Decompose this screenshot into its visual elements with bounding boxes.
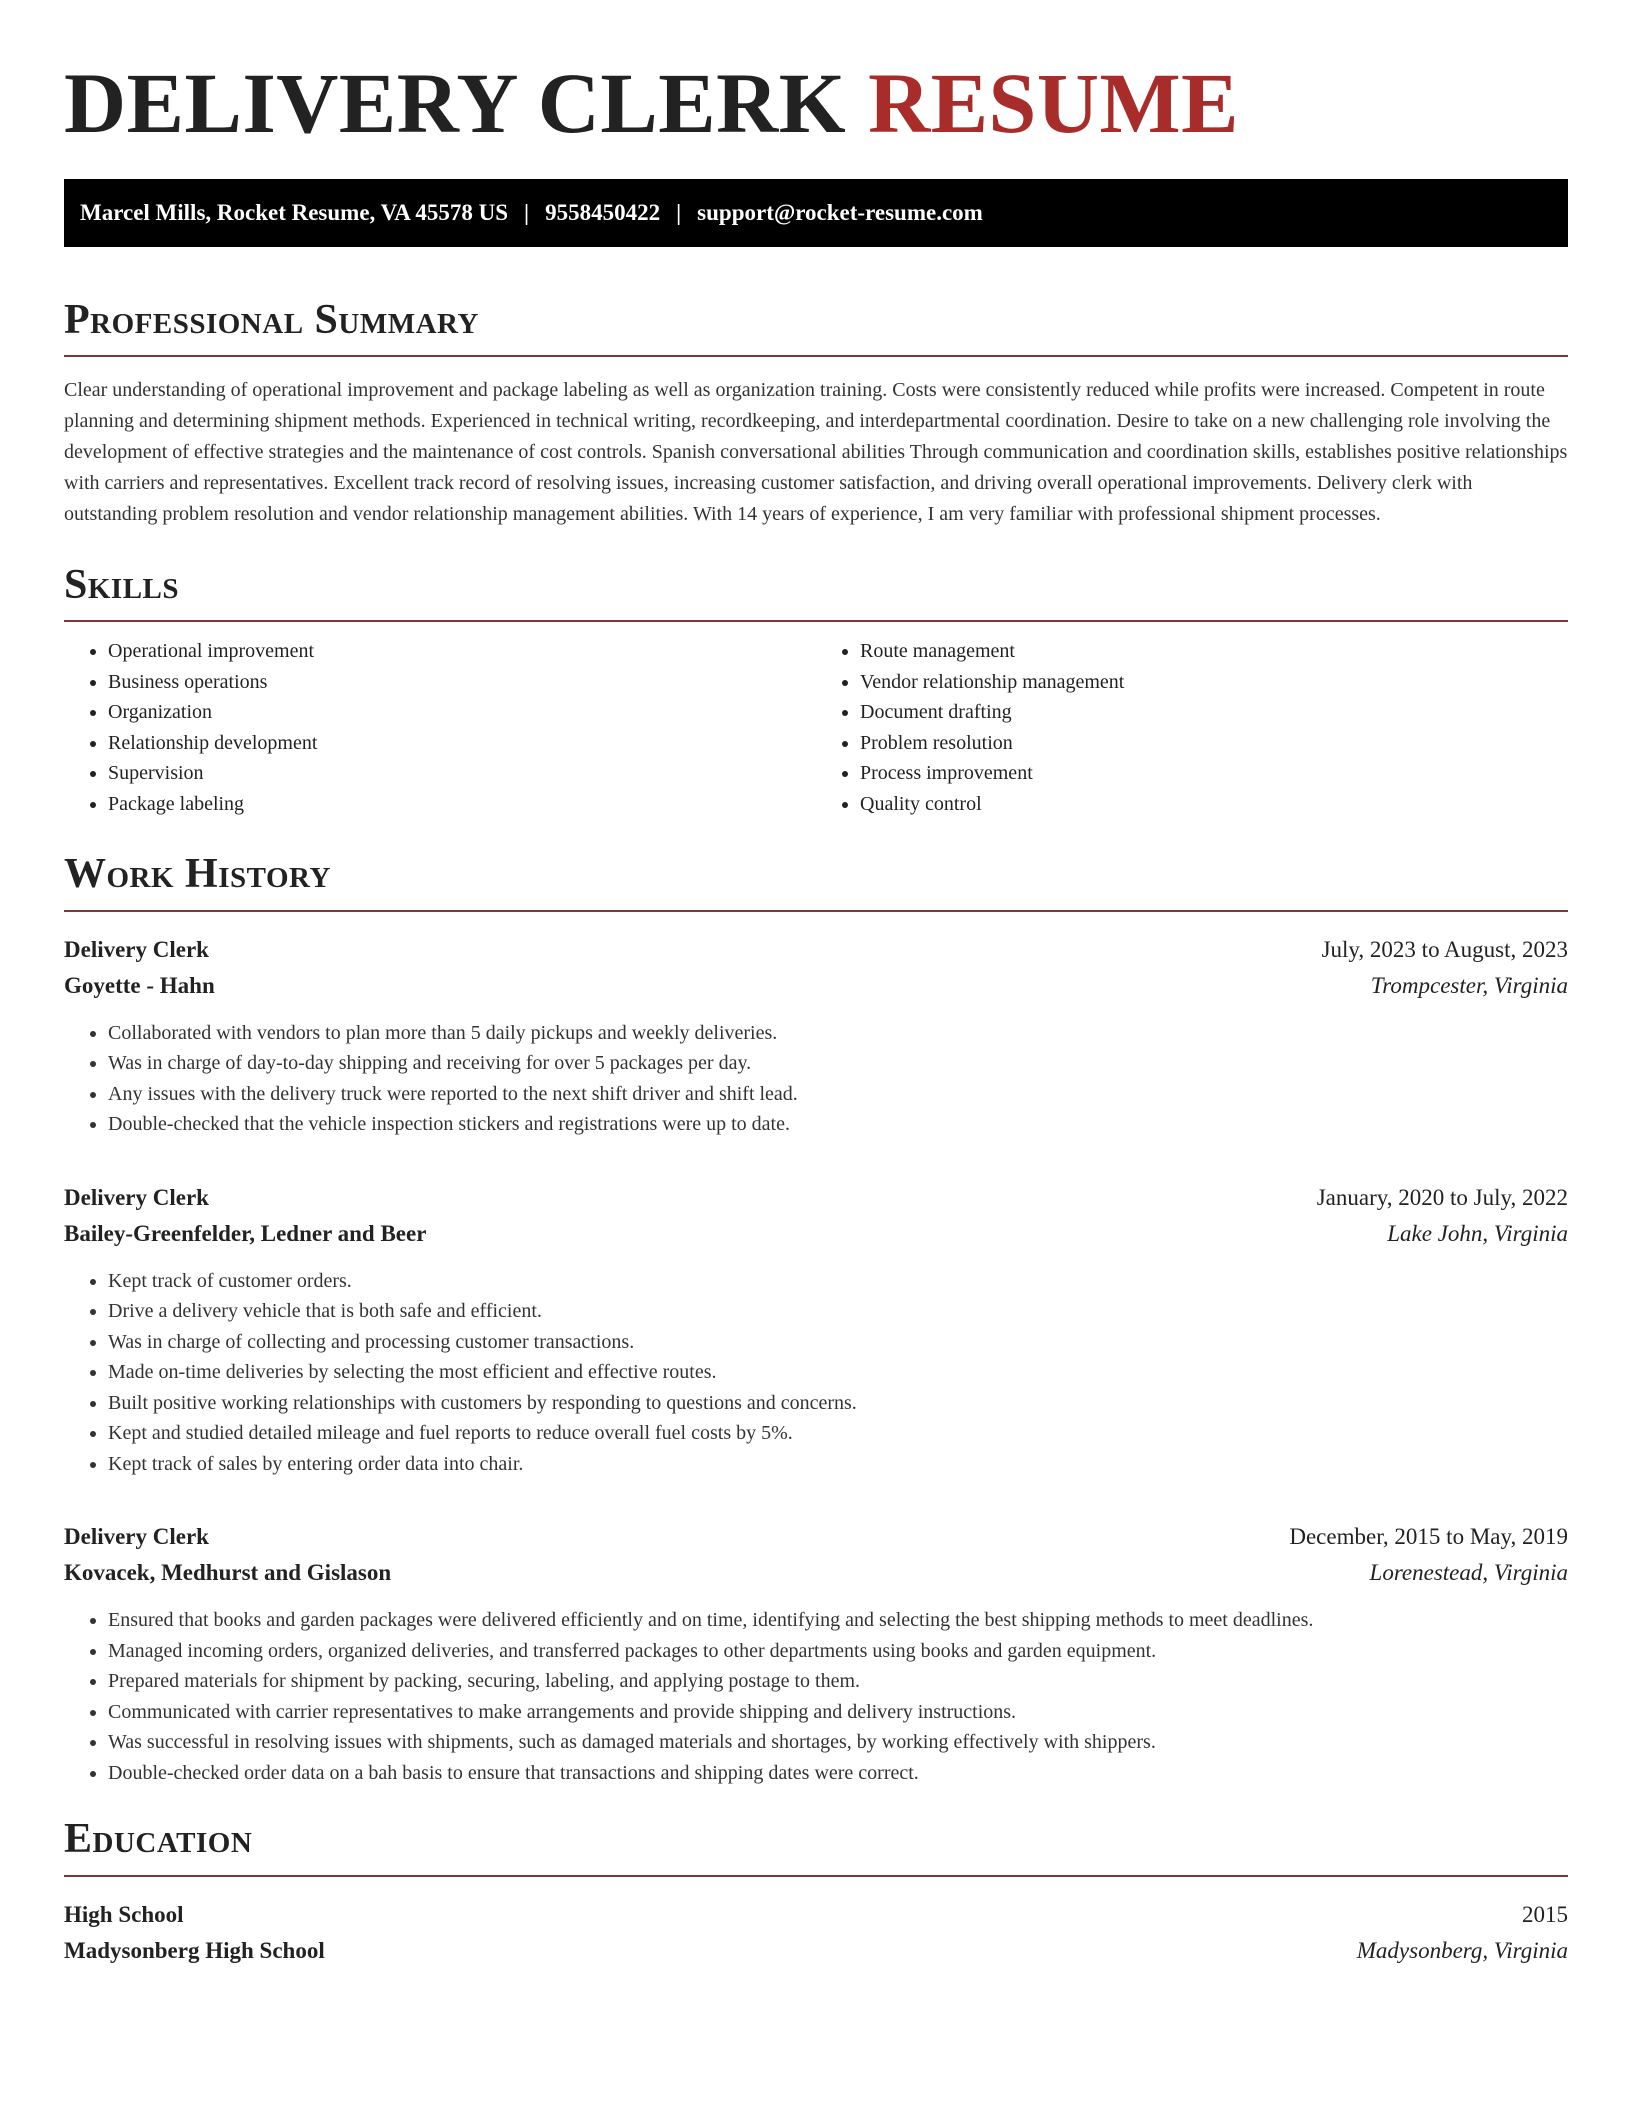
job-bullet: • Was in charge of collecting and processing customer transactions. <box>108 1327 1568 1358</box>
job-bullet: • Communicated with carrier representatives to make arrangements and provide shipping and delivery instructions. <box>108 1697 1568 1728</box>
skill-item: • Business operations <box>108 667 816 698</box>
contact-separator: | <box>524 199 530 225</box>
skill-item: • Supervision <box>108 758 816 789</box>
contact-bar <box>64 179 1568 247</box>
skills-heading: Skills <box>64 561 180 608</box>
job-bullet: • Managed incoming orders, organized deliveries, and transferred packages to other departments using books and garden equipment. <box>108 1636 1568 1667</box>
summary-text: Clear understanding of operational improvement and package labeling as well as organization training. Costs were consistently reduced while profits were increased. Competent in route planning and determining shipment methods. Experienced in technical writing, recordkeeping, and interdepartmental coordination. Desire to take on a new challenging role involving the development of effective strategies and the maintenance of cost controls. Spanish conversational abilities Through communication and coordination skills, establishes positive relationships with carriers and representatives. Excellent track record of resolving issues, increasing customer satisfaction, and driving overall operational improvements. Delivery clerk with outstanding problem resolution and vendor relationship management abilities. With 14 years of experience, I am very familiar with professional shipment processes. <box>64 378 1568 525</box>
job-company: Kovacek, Medhurst and Gislason <box>64 1560 392 1586</box>
job-entry <box>64 1180 1568 1480</box>
education-heading: Education <box>64 1816 253 1863</box>
job-bullet: • Collaborated with vendors to plan more than 5 daily pickups and weekly deliveries. <box>108 1018 1568 1049</box>
job-bullet: • Prepared materials for shipment by packing, securing, labeling, and applying postage to them. <box>108 1666 1568 1697</box>
skills-columns <box>64 636 1568 819</box>
job-dates: July, 2023 to August, 2023 <box>1321 936 1568 962</box>
job-bullet: • Ensured that books and garden packages were delivered efficiently and on time, identifying and selecting the best shipping methods to meet deadlines. <box>108 1605 1568 1636</box>
section-divider <box>64 620 1568 622</box>
title-main: DELIVERY CLERK <box>64 55 847 151</box>
job-bullet: • Kept track of sales by entering order data into chair. <box>108 1449 1568 1480</box>
job-bullet: • Kept track of customer orders. <box>108 1266 1568 1297</box>
work-history-section <box>64 849 1568 1788</box>
skill-item: • Package labeling <box>108 789 816 820</box>
section-divider <box>64 1875 1568 1877</box>
contact-address: Marcel Mills, Rocket Resume, VA 45578 US <box>80 199 509 225</box>
skill-item: • Process improvement <box>860 758 1568 789</box>
job-bullet: • Built positive working relationships with customers by responding to questions and concerns. <box>108 1388 1568 1419</box>
skills-list-left <box>64 636 816 819</box>
summary-heading: Professional Summary <box>64 296 479 343</box>
job-bullet: • Kept and studied detailed mileage and fuel reports to reduce overall fuel costs by 5%. <box>108 1418 1568 1449</box>
skill-item: • Organization <box>108 697 816 728</box>
job-company: Bailey-Greenfelder, Ledner and Beer <box>64 1220 427 1246</box>
job-title: Delivery Clerk <box>64 1184 209 1210</box>
section-divider <box>64 355 1568 357</box>
education-section <box>64 1814 1568 1968</box>
job-entry <box>64 1519 1568 1788</box>
education-school: Madysonberg High School <box>64 1937 325 1963</box>
skill-item: • Document drafting <box>860 697 1568 728</box>
education-year: 2015 <box>1522 1901 1568 1927</box>
skills-list-right <box>816 636 1568 819</box>
contact-separator: | <box>676 199 682 225</box>
title-accent: RESUME <box>868 55 1240 151</box>
contact-phone: 9558450422 <box>545 199 661 225</box>
skill-item: • Problem resolution <box>860 728 1568 759</box>
summary-section <box>64 295 1568 530</box>
skill-item: • Quality control <box>860 789 1568 820</box>
job-location: Trompcester, Virginia <box>1370 972 1568 998</box>
education-location: Madysonberg, Virginia <box>1356 1937 1568 1963</box>
skill-item: • Relationship development <box>108 728 816 759</box>
education-entry <box>64 1897 1568 1969</box>
job-location: Lake John, Virginia <box>1387 1220 1568 1246</box>
job-title: Delivery Clerk <box>64 936 209 962</box>
job-bullet: • Made on-time deliveries by selecting the most efficient and effective routes. <box>108 1357 1568 1388</box>
job-bullet: • Any issues with the delivery truck were reported to the next shift driver and shift lead. <box>108 1079 1568 1110</box>
job-bullets <box>64 1018 1568 1140</box>
job-bullet: • Was successful in resolving issues with shipments, such as damaged materials and shortages, by working effectively with shippers. <box>108 1727 1568 1758</box>
job-bullet: • Double-checked that the vehicle inspection stickers and registrations were up to date. <box>108 1109 1568 1140</box>
skills-section <box>64 560 1568 819</box>
skill-item: • Operational improvement <box>108 636 816 667</box>
job-location: Lorenestead, Virginia <box>1369 1560 1568 1586</box>
job-bullets <box>64 1266 1568 1480</box>
job-dates: December, 2015 to May, 2019 <box>1289 1524 1568 1550</box>
job-dates: January, 2020 to July, 2022 <box>1316 1184 1568 1210</box>
job-company: Goyette - Hahn <box>64 972 215 998</box>
job-bullet: • Double-checked order data on a bah basis to ensure that transactions and shipping dates were correct. <box>108 1758 1568 1789</box>
job-title: Delivery Clerk <box>64 1524 209 1550</box>
contact-email: support@rocket-resume.com <box>697 199 983 225</box>
skill-item: • Route management <box>860 636 1568 667</box>
job-bullets <box>64 1605 1568 1788</box>
job-bullet: • Was in charge of day-to-day shipping and receiving for over 5 packages per day. <box>108 1048 1568 1079</box>
skill-item: • Vendor relationship management <box>860 667 1568 698</box>
job-entry <box>64 932 1568 1140</box>
resume-title <box>64 56 1568 151</box>
education-degree: High School <box>64 1901 184 1927</box>
section-divider <box>64 910 1568 912</box>
work-history-heading: Work History <box>64 851 331 898</box>
job-bullet: • Drive a delivery vehicle that is both safe and efficient. <box>108 1296 1568 1327</box>
